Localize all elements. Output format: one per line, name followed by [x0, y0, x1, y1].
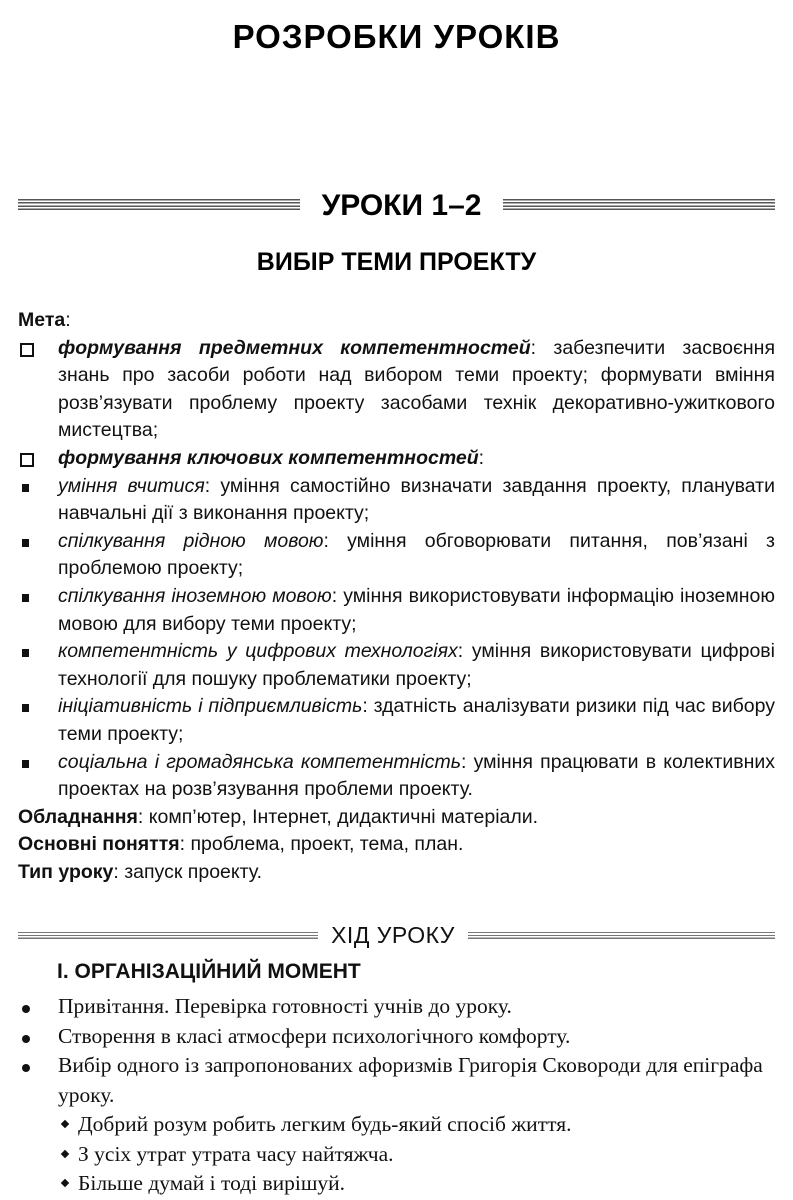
lesson-type-line: [18, 859, 775, 887]
concepts-label: Основні поняття: [18, 833, 180, 856]
aphorism-item: [18, 1140, 775, 1170]
competence-term: компетентність у цифрових технологіях: [58, 640, 458, 663]
list-item-text: Створення в класі атмосфери психологічного комфорту.: [58, 1023, 571, 1048]
list-item-text: Привітання. Перевірка готовності учнів до уроку.: [58, 994, 512, 1018]
square-bullet-icon: [22, 484, 29, 492]
equipment-label: Обладнання: [18, 805, 138, 828]
goal-key-item: [18, 445, 775, 473]
aphorism-text: З усіх утрат утрата часу найтяжча.: [78, 1141, 394, 1166]
goal-subject-term: формування предметних компетентностей: [58, 336, 531, 359]
aphorism-text: Більше думай і тоді вирішуй.: [78, 1171, 346, 1195]
checkbox-square-icon: [20, 453, 34, 467]
aphorism-text: Добрий розум робить легким будь-який спосіб життя.: [78, 1112, 572, 1136]
decorative-rule-right: [503, 199, 775, 212]
equipment-text: : комп’ютер, Інтернет, дидактичні матеріали.: [137, 805, 539, 828]
competence-term: ініціативність і підприємливість: [58, 695, 363, 718]
competence-text: : здатність аналізувати ризики під час вибору теми проекту;: [58, 695, 775, 745]
competence-term: уміння вчитися: [58, 474, 205, 497]
course-title: ХІД УРОКУ: [331, 922, 455, 948]
checkbox-square-icon: [20, 343, 34, 357]
decorative-rule-right: [468, 932, 775, 939]
goal-label: Мета: [18, 309, 66, 331]
goal-subject-text: : забезпечити засвоєння знань про засоби роботи над вибором теми проекту; формувати вміння розв’язувати проблему проекту засобами технік декоративно-ужиткового мистецтва;: [58, 336, 775, 442]
competence-text: : уміння використовувати цифрові технології для пошуку проблематики проекту;: [58, 640, 775, 690]
competence-text: : уміння працювати в колективних проектах на розв’язування проблеми проекту.: [58, 750, 775, 801]
square-bullet-icon: [22, 760, 29, 768]
section-items: [18, 992, 775, 1199]
round-bullet-icon: [22, 1064, 30, 1072]
competence-term: спілкування рідною мовою: [58, 529, 324, 552]
course-heading: [18, 918, 775, 958]
competence-item: [18, 583, 775, 638]
lesson-type-label: Тип уроку: [18, 860, 114, 883]
lesson-topic: ВИБІР ТЕМИ ПРОЕКТУ: [256, 248, 537, 276]
section-title: І. ОРГАНІЗАЦІЙНИЙ МОМЕНТ: [57, 960, 361, 983]
decorative-rule-left: [18, 932, 318, 939]
square-bullet-icon: [22, 539, 29, 547]
list-item-text: Вибір одного із запропонованих афоризмів Григорія Сковороди для епіграфа уроку.: [58, 1053, 763, 1107]
competence-text: : уміння використовувати інформацію іноземною мовою для вибору теми проекту;: [58, 584, 775, 635]
goal-key-text: :: [478, 446, 485, 469]
lesson-description: [18, 307, 775, 886]
goal-subject-item: [18, 335, 775, 445]
competence-term: соціальна і громадянська компетентність: [58, 750, 462, 773]
competence-text: : уміння обговорювати питання, пов’язані з проблемою проекту;: [58, 529, 775, 580]
concepts-line: [18, 831, 775, 859]
round-bullet-icon: [22, 1005, 30, 1013]
competence-item: [18, 749, 775, 804]
equipment-line: [18, 804, 775, 832]
square-bullet-icon: [22, 704, 29, 712]
diamond-bullet-icon: [61, 1179, 69, 1187]
competence-text: : уміння самостійно визначати завдання проекту, планувати навчальні дії з виконання проекту;: [58, 474, 775, 525]
aphorism-item: [18, 1110, 775, 1140]
aphorism-item: [18, 1169, 775, 1199]
lessons-heading: [18, 183, 775, 229]
goal-key-term: формування ключових компетентностей: [58, 446, 479, 469]
round-bullet-icon: [22, 1035, 30, 1043]
competence-item: [18, 473, 775, 528]
goal-heading: [18, 307, 775, 335]
concepts-text: : проблема, проект, тема, план.: [179, 833, 464, 856]
list-item: [18, 1051, 775, 1110]
square-bullet-icon: [22, 649, 29, 657]
lesson-type-text: : запуск проекту.: [113, 860, 262, 883]
diamond-bullet-icon: [61, 1149, 69, 1157]
competence-term: спілкування іноземною мовою: [58, 584, 332, 607]
lessons-title: УРОКИ 1–2: [321, 189, 482, 222]
list-item: [18, 1022, 775, 1052]
diamond-bullet-icon: [61, 1120, 69, 1128]
list-item: [18, 992, 775, 1022]
main-title: РОЗРОБКИ УРОКІВ: [232, 18, 561, 55]
competence-item: [18, 528, 775, 583]
competence-item: [18, 638, 775, 693]
square-bullet-icon: [22, 594, 29, 602]
decorative-rule-left: [18, 199, 300, 212]
goal-colon: :: [65, 309, 71, 331]
competence-item: [18, 693, 775, 748]
